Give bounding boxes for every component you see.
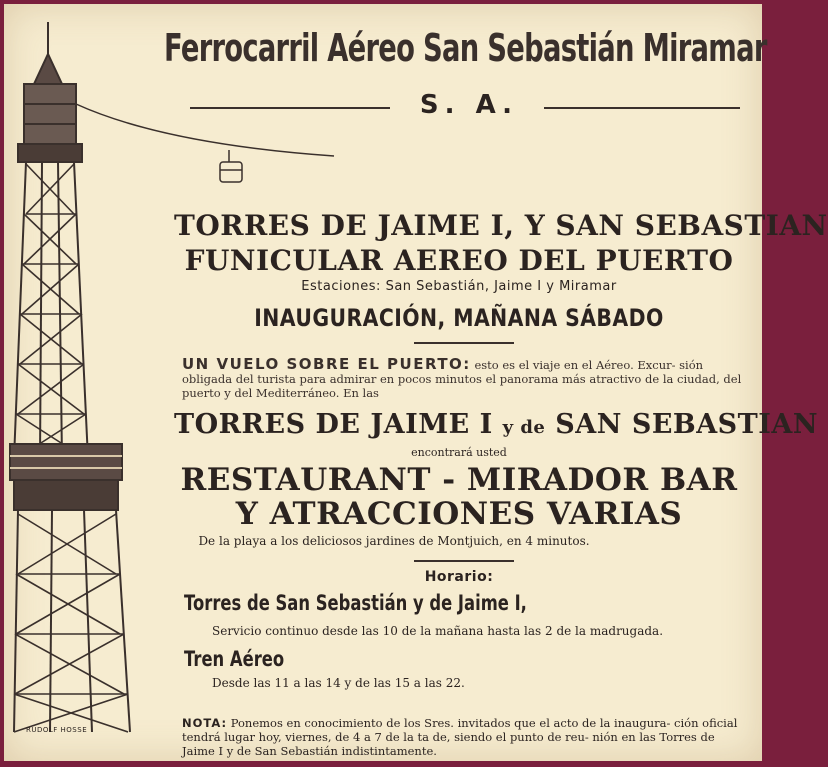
intro-text-rest: sión obligada del turista para admirar en pocos minutos el panorama más atractivo de la ciudad, del puerto y del Mediterráneo. En las — [182, 358, 742, 400]
inauguration-line: INAUGURACIÓN, MAÑANA SÁBADO — [254, 304, 664, 332]
restaurant-tagline: De la playa a los deliciosos jardines de Montjuich, en 4 minutos. — [198, 534, 590, 548]
header-rule-right — [544, 107, 740, 109]
nota-paragraph — [182, 716, 744, 758]
towers-part-1: TORRES DE JAIME I — [174, 409, 493, 440]
schedule-train-title: Tren Aéreo — [184, 647, 285, 671]
schedule-towers-title: Torres de San Sebastián y de Jaime I, — [184, 591, 527, 615]
advertisement-page — [4, 4, 828, 761]
headline-line-1: TORRES DE JAIME I, Y SAN SEBASTIAN — [174, 209, 828, 242]
divider-2 — [414, 560, 514, 562]
cable-car-icon — [220, 150, 242, 182]
company-title: Ferrocarril Aéreo San Sebastián Miramar — [164, 26, 767, 70]
schedule-heading: Horario: — [424, 569, 494, 585]
divider — [414, 342, 514, 344]
headline-line-2: FUNICULAR AEREO DEL PUERTO — [184, 244, 734, 277]
nota-label: NOTA: — [182, 716, 228, 730]
towers-part-2: SAN SEBASTIAN — [555, 409, 819, 440]
towers-note: encontrará usted — [411, 446, 507, 459]
schedule-towers-text: Servicio continuo desde las 10 de la mañana hasta las 2 de la madrugada. — [212, 624, 664, 638]
company-suffix: S. A. — [419, 90, 519, 120]
nota-text: Ponemos en conocimiento de los Sres. invitados que el acto de la inaugura- ción oficial tendrá lugar hoy, viernes, de 4 a 7 de la ta de, siendo el punto de reu- nión en las Torres de Jaime I y de San Sebastián indistintamente. — [182, 716, 738, 758]
header-rule-left — [190, 107, 390, 109]
intro-lead: UN VUELO SOBRE EL PUERTO: — [182, 355, 471, 373]
restaurant-line-1: RESTAURANT - MIRADOR BAR — [180, 462, 738, 498]
towers-connector: y de — [502, 417, 546, 438]
intro-text-first: esto es el viaje en el Aéreo. Excur- — [474, 358, 676, 372]
intro-paragraph — [182, 357, 744, 400]
stations-line: Estaciones: San Sebastián, Jaime I y Miramar — [301, 279, 617, 294]
illustrator-signature: RUDOLF HOSSE — [26, 726, 88, 734]
schedule-train-text: Desde las 11 a las 14 y de las 15 a las 22. — [212, 676, 465, 690]
restaurant-line-2: Y ATRACCIONES VARIAS — [235, 496, 683, 532]
towers-line — [174, 409, 819, 440]
